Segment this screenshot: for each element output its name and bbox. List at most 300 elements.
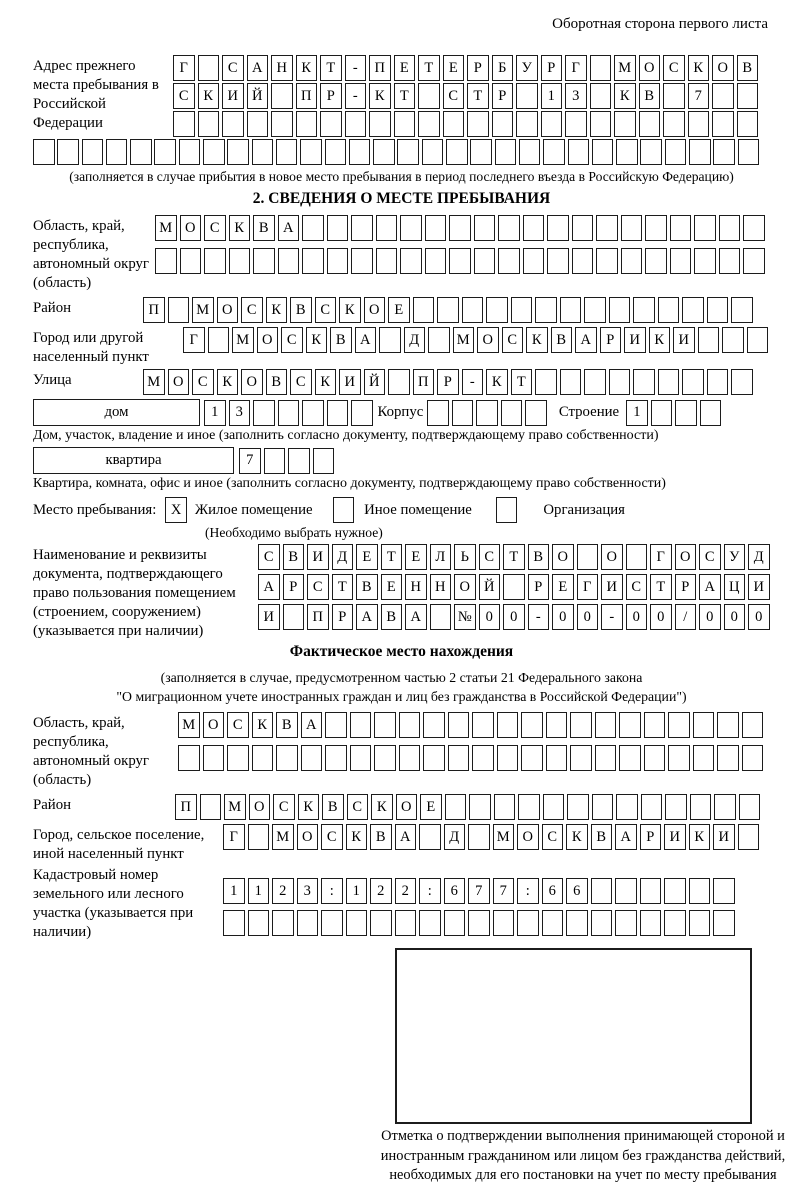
char-cell <box>689 878 711 904</box>
char-cell <box>641 794 663 820</box>
char-cell <box>227 139 249 165</box>
char-cell <box>498 248 520 274</box>
stroenie-label: Строение <box>558 404 620 420</box>
char-cell <box>615 878 637 904</box>
char-cell <box>469 794 491 820</box>
char-cell <box>425 248 447 274</box>
char-cell <box>717 712 739 738</box>
house-number-cells <box>204 400 376 426</box>
char-cell <box>252 745 274 771</box>
char-cell: М <box>493 824 515 850</box>
char-cell <box>644 712 666 738</box>
char-cell <box>521 712 543 738</box>
char-cell: 1 <box>626 400 648 426</box>
char-cell <box>223 910 245 936</box>
char-cell <box>546 712 568 738</box>
char-cell: С <box>307 574 329 600</box>
char-cell: Т <box>394 83 416 109</box>
char-cell: В <box>276 712 298 738</box>
house-type-box: дом <box>33 399 200 426</box>
char-cell: Т <box>320 55 342 81</box>
char-cell <box>283 604 305 630</box>
char-cell <box>248 910 270 936</box>
char-cell <box>743 248 765 274</box>
char-cell: В <box>370 824 392 850</box>
char-cell <box>682 369 704 395</box>
char-cell: В <box>290 297 312 323</box>
char-cell: И <box>601 574 623 600</box>
char-cell <box>640 910 662 936</box>
actual-city-block <box>33 824 770 864</box>
korpus-cells <box>427 400 550 426</box>
char-cell <box>327 215 349 241</box>
char-cell <box>379 327 401 353</box>
char-cell: Г <box>173 55 195 81</box>
char-cell <box>688 111 710 137</box>
char-cell <box>639 111 661 137</box>
char-cell: О <box>180 215 202 241</box>
char-cell: К <box>526 327 548 353</box>
char-cell <box>495 139 517 165</box>
char-cell <box>518 794 540 820</box>
char-cell: К <box>298 794 320 820</box>
document-row-1 <box>258 544 773 570</box>
char-cell <box>707 369 729 395</box>
char-cell <box>568 139 590 165</box>
char-cell <box>155 248 177 274</box>
char-cell <box>645 248 667 274</box>
char-cell: Р <box>541 55 563 81</box>
char-cell <box>560 297 582 323</box>
char-cell: И <box>673 327 695 353</box>
char-cell <box>422 139 444 165</box>
char-cell <box>668 745 690 771</box>
char-cell <box>198 111 220 137</box>
char-cell: Е <box>552 574 574 600</box>
korpus-label: Корпус <box>377 404 424 420</box>
char-cell <box>619 745 641 771</box>
char-cell <box>609 369 631 395</box>
char-cell <box>419 824 441 850</box>
char-cell <box>523 215 545 241</box>
char-cell: С <box>258 544 280 570</box>
char-cell: О <box>249 794 271 820</box>
char-cell: С <box>290 369 312 395</box>
char-cell <box>731 297 753 323</box>
actual-district-block <box>33 794 770 820</box>
char-cell: А <box>356 604 378 630</box>
char-cell <box>645 215 667 241</box>
char-cell <box>446 139 468 165</box>
char-cell: Е <box>394 55 416 81</box>
char-cell: С <box>347 794 369 820</box>
char-cell <box>452 400 474 426</box>
char-cell: 1 <box>248 878 270 904</box>
char-cell <box>682 297 704 323</box>
char-cell <box>470 139 492 165</box>
char-cell <box>296 111 318 137</box>
char-cell <box>521 745 543 771</box>
char-cell <box>178 745 200 771</box>
char-cell: - <box>601 604 623 630</box>
char-cell <box>663 83 685 109</box>
char-cell <box>670 215 692 241</box>
char-cell: К <box>486 369 508 395</box>
char-cell <box>658 297 680 323</box>
actual-location-note-1: (заполняется в случае, предусмотренном частью 2 статьи 21 Федерального закона <box>160 670 643 685</box>
char-cell <box>313 448 335 474</box>
char-cell <box>668 712 690 738</box>
char-cell <box>369 111 391 137</box>
char-cell: Й <box>364 369 386 395</box>
char-cell: М <box>224 794 246 820</box>
char-cell <box>737 111 759 137</box>
char-cell: Ь <box>454 544 476 570</box>
char-cell <box>713 139 735 165</box>
char-cell: П <box>175 794 197 820</box>
char-cell <box>584 369 606 395</box>
char-cell: К <box>198 83 220 109</box>
char-cell <box>693 712 715 738</box>
char-cell: Т <box>503 544 525 570</box>
prev-address-label: Адрес прежнего места пребывания в Российской Федерации <box>33 58 159 131</box>
char-cell: № <box>454 604 476 630</box>
char-cell: И <box>713 824 735 850</box>
char-cell <box>248 824 270 850</box>
char-cell: Р <box>600 327 622 353</box>
char-cell: К <box>296 55 318 81</box>
char-cell <box>633 297 655 323</box>
char-cell <box>737 83 759 109</box>
char-cell: 0 <box>699 604 721 630</box>
char-cell: 2 <box>395 878 417 904</box>
char-cell: П <box>369 55 391 81</box>
char-cell <box>399 712 421 738</box>
char-cell: П <box>307 604 329 630</box>
char-cell <box>698 327 720 353</box>
char-cell <box>689 139 711 165</box>
char-cell <box>33 139 55 165</box>
cadastre-grid <box>223 864 738 936</box>
char-cell <box>570 712 592 738</box>
char-cell <box>397 139 419 165</box>
char-cell: К <box>346 824 368 850</box>
char-cell <box>595 745 617 771</box>
char-cell: 0 <box>748 604 770 630</box>
char-cell: А <box>301 712 323 738</box>
char-cell: О <box>217 297 239 323</box>
prev-address-block <box>33 55 770 139</box>
char-cell <box>351 215 373 241</box>
char-cell <box>644 745 666 771</box>
actual-city-label: Город, сельское поселение, иной населенный пункт <box>33 827 205 862</box>
char-cell: У <box>724 544 746 570</box>
char-cell: Й <box>247 83 269 109</box>
char-cell: К <box>315 369 337 395</box>
prev-address-row-1 <box>173 55 761 81</box>
stay-type-option-other: Иное помещение <box>364 501 472 518</box>
char-cell: 0 <box>650 604 672 630</box>
char-cell <box>300 139 322 165</box>
char-cell <box>179 139 201 165</box>
prev-address-row-4 <box>33 139 770 165</box>
char-cell <box>400 248 422 274</box>
char-cell: В <box>591 824 613 850</box>
document-row-3 <box>258 604 773 630</box>
char-cell <box>168 297 190 323</box>
char-cell <box>327 248 349 274</box>
char-cell: Р <box>528 574 550 600</box>
char-cell <box>615 910 637 936</box>
char-cell: Т <box>511 369 533 395</box>
char-cell <box>511 297 533 323</box>
char-cell <box>325 139 347 165</box>
char-cell <box>694 248 716 274</box>
char-cell: С <box>173 83 195 109</box>
char-cell <box>616 139 638 165</box>
char-cell: О <box>241 369 263 395</box>
confirmation-block <box>363 948 800 1186</box>
char-cell <box>707 297 729 323</box>
char-cell: Т <box>418 55 440 81</box>
stay-type-option-organization: Организация <box>543 501 625 518</box>
char-cell <box>428 327 450 353</box>
char-cell <box>57 139 79 165</box>
char-cell <box>633 369 655 395</box>
char-cell: В <box>639 83 661 109</box>
city-label: Город или другой населенный пункт <box>33 330 149 365</box>
char-cell: В <box>266 369 288 395</box>
char-cell <box>595 712 617 738</box>
house-block <box>33 399 770 426</box>
char-cell <box>302 215 324 241</box>
char-cell <box>621 215 643 241</box>
char-cell: О <box>601 544 623 570</box>
apartment-block <box>33 447 770 474</box>
char-cell: 3 <box>297 878 319 904</box>
char-cell <box>547 248 569 274</box>
char-cell: Е <box>420 794 442 820</box>
street-block <box>33 369 770 395</box>
char-cell: К <box>339 297 361 323</box>
char-cell: П <box>413 369 435 395</box>
char-cell: 0 <box>552 604 574 630</box>
char-cell <box>208 327 230 353</box>
char-cell: П <box>296 83 318 109</box>
char-cell <box>731 369 753 395</box>
char-cell: 1 <box>204 400 226 426</box>
char-cell: Е <box>405 544 427 570</box>
char-cell: Т <box>650 574 672 600</box>
char-cell <box>486 297 508 323</box>
confirmation-caption: Отметка о подтверждении выполнения принимающей стороной и иностранным гражданином или лицом без гражданства действий, необходимых для его постановки на учет по месту пребывания <box>380 1128 786 1183</box>
char-cell <box>497 712 519 738</box>
char-cell: 7 <box>688 83 710 109</box>
char-cell: К <box>566 824 588 850</box>
char-cell: С <box>479 544 501 570</box>
char-cell: Р <box>640 824 662 850</box>
char-cell: Н <box>430 574 452 600</box>
char-cell: К <box>369 83 391 109</box>
char-cell <box>742 712 764 738</box>
char-cell: В <box>551 327 573 353</box>
prev-address-row-2 <box>173 83 761 109</box>
char-cell <box>497 745 519 771</box>
street-label: Улица <box>33 372 72 388</box>
cadastre-label: Кадастровый номер земельного или лесного участка (указывается при наличии) <box>33 867 194 940</box>
actual-region-grid <box>178 712 766 771</box>
char-cell: О <box>517 824 539 850</box>
char-cell: С <box>227 712 249 738</box>
char-cell: Р <box>492 83 514 109</box>
char-cell <box>82 139 104 165</box>
cadastre-row-2 <box>223 910 738 936</box>
char-cell: С <box>273 794 295 820</box>
char-cell: Л <box>430 544 452 570</box>
char-cell <box>621 248 643 274</box>
char-cell: У <box>516 55 538 81</box>
char-cell: М <box>192 297 214 323</box>
char-cell: С <box>502 327 524 353</box>
char-cell <box>253 400 275 426</box>
char-cell: К <box>266 297 288 323</box>
char-cell: С <box>315 297 337 323</box>
stay-type-checkbox-residential: X <box>165 497 187 523</box>
char-cell: Г <box>565 55 587 81</box>
stroenie-cells <box>626 400 724 426</box>
char-cell <box>694 215 716 241</box>
apartment-note: Квартира, комната, офис и иное (заполнить согласно документу, подтверждающему право собственности) <box>33 476 666 491</box>
actual-location-title: Фактическое место нахождения <box>289 643 514 660</box>
char-cell <box>541 111 563 137</box>
page-header: Оборотная сторона первого листа <box>552 16 768 32</box>
char-cell <box>200 794 222 820</box>
char-cell: 7 <box>493 878 515 904</box>
char-cell: 2 <box>272 878 294 904</box>
char-cell <box>430 604 452 630</box>
char-cell: М <box>453 327 475 353</box>
char-cell: И <box>624 327 646 353</box>
char-cell <box>449 248 471 274</box>
char-cell <box>714 794 736 820</box>
char-cell: - <box>345 83 367 109</box>
char-cell <box>664 910 686 936</box>
char-cell <box>394 111 416 137</box>
char-cell: К <box>649 327 671 353</box>
char-cell <box>395 910 417 936</box>
char-cell: М <box>272 824 294 850</box>
char-cell: А <box>278 215 300 241</box>
char-cell <box>640 139 662 165</box>
char-cell <box>525 400 547 426</box>
actual-location-note-2: "О миграционном учете иностранных граждан и лиц без гражданства в Российской Федерации") <box>116 689 687 704</box>
char-cell <box>572 215 594 241</box>
char-cell: Д <box>748 544 770 570</box>
char-cell <box>712 111 734 137</box>
char-cell: А <box>247 55 269 81</box>
char-cell <box>222 111 244 137</box>
char-cell: К <box>252 712 274 738</box>
char-cell: К <box>217 369 239 395</box>
char-cell <box>742 745 764 771</box>
char-cell: О <box>396 794 418 820</box>
char-cell: К <box>614 83 636 109</box>
apartment-type-box: квартира <box>33 447 234 474</box>
char-cell: И <box>222 83 244 109</box>
char-cell <box>596 215 618 241</box>
char-cell: 1 <box>541 83 563 109</box>
char-cell <box>374 745 396 771</box>
document-label: Наименование и реквизиты документа, подтверждающего право пользования помещением (строением, сооружением) (указывается при наличии) <box>33 547 236 639</box>
char-cell: 2 <box>370 878 392 904</box>
char-cell <box>719 215 741 241</box>
char-cell: В <box>528 544 550 570</box>
cadastre-row-1 <box>223 878 738 904</box>
char-cell: О <box>297 824 319 850</box>
char-cell <box>474 248 496 274</box>
apartment-number-cells <box>239 448 337 474</box>
char-cell <box>349 139 371 165</box>
char-cell: В <box>356 574 378 600</box>
char-cell: Т <box>332 574 354 600</box>
char-cell <box>577 544 599 570</box>
char-cell: О <box>552 544 574 570</box>
char-cell: К <box>689 824 711 850</box>
document-block <box>33 544 770 641</box>
char-cell <box>418 83 440 109</box>
char-cell <box>423 745 445 771</box>
char-cell: С <box>192 369 214 395</box>
char-cell: Б <box>492 55 514 81</box>
char-cell <box>712 83 734 109</box>
house-note: Дом, участок, владение и иное (заполнить согласно документу, подтверждающему право собственности) <box>33 428 659 443</box>
char-cell <box>523 248 545 274</box>
char-cell <box>591 878 613 904</box>
char-cell <box>516 111 538 137</box>
char-cell <box>271 111 293 137</box>
char-cell <box>722 327 744 353</box>
char-cell: С <box>281 327 303 353</box>
char-cell <box>423 712 445 738</box>
char-cell <box>325 712 347 738</box>
actual-region-row-1 <box>178 712 766 738</box>
char-cell <box>542 910 564 936</box>
char-cell <box>467 111 489 137</box>
char-cell: С <box>663 55 685 81</box>
char-cell <box>278 248 300 274</box>
stay-type-block <box>33 497 770 523</box>
char-cell: В <box>253 215 275 241</box>
char-cell <box>640 878 662 904</box>
char-cell <box>320 111 342 137</box>
actual-region-block <box>33 712 770 790</box>
char-cell <box>535 297 557 323</box>
char-cell <box>494 794 516 820</box>
char-cell: 7 <box>239 448 261 474</box>
char-cell <box>350 745 372 771</box>
char-cell: К <box>306 327 328 353</box>
char-cell: А <box>258 574 280 600</box>
char-cell: О <box>364 297 386 323</box>
char-cell <box>276 139 298 165</box>
char-cell: 1 <box>346 878 368 904</box>
char-cell <box>444 910 466 936</box>
char-cell: В <box>737 55 759 81</box>
char-cell: Е <box>381 574 403 600</box>
char-cell: : <box>419 878 441 904</box>
char-cell <box>693 745 715 771</box>
stay-type-note: (Необходимо выбрать нужное) <box>205 525 383 540</box>
